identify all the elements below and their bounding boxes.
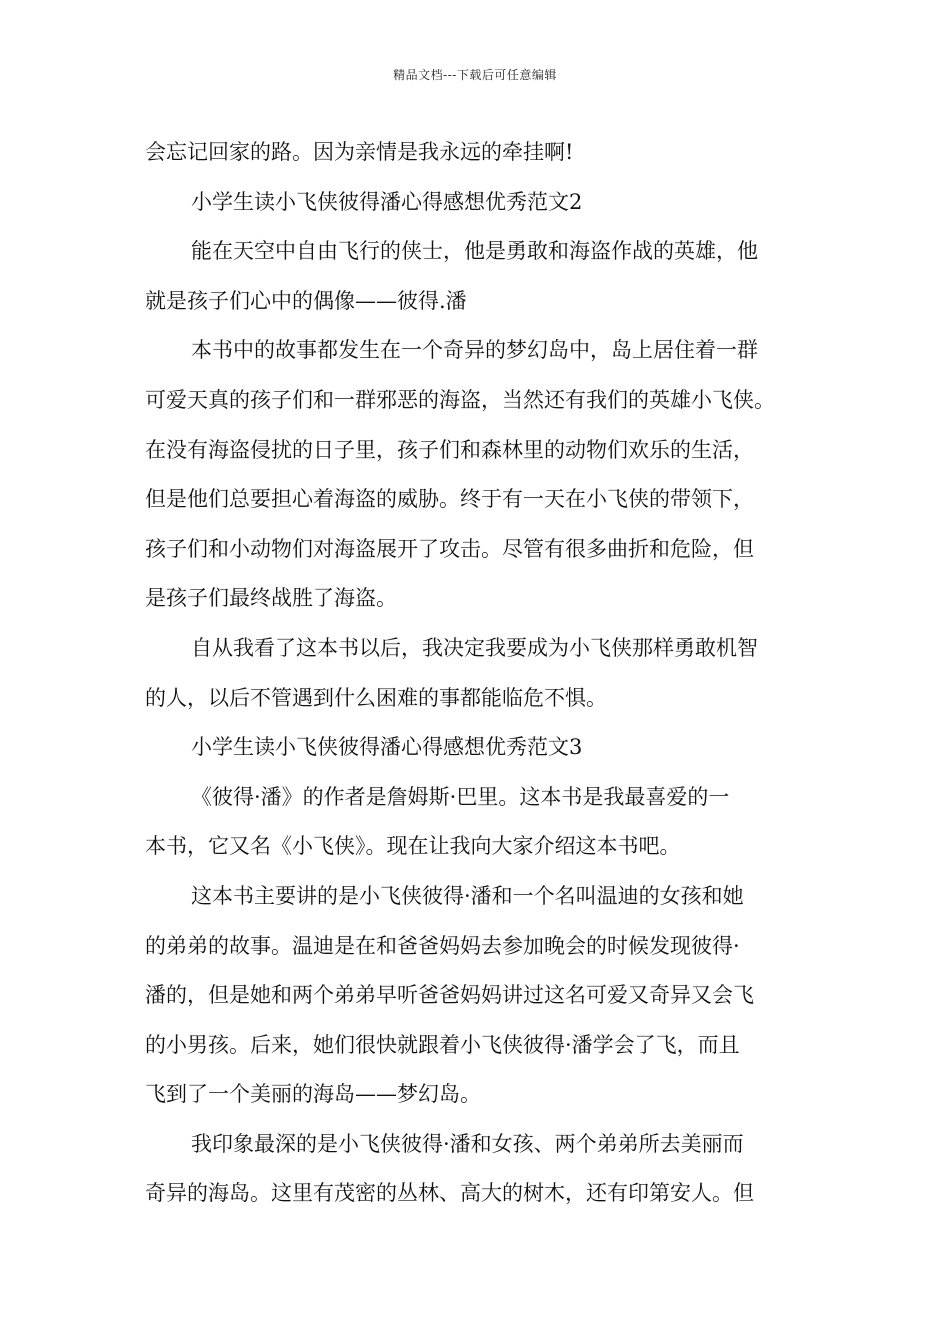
text-line: 能在天空中自由飞行的侠士，他是勇敢和海盗作战的英雄，他 bbox=[191, 239, 758, 264]
text-line: 的小男孩。后来，她们很快就跟着小飞侠彼得·潘学会了飞，而且 bbox=[145, 1032, 740, 1057]
text-line: 就是孩子们心中的偶像——彼得.潘 bbox=[145, 288, 467, 313]
page-header: 精品文档---下载后可任意编辑 bbox=[393, 68, 557, 82]
text-line: 潘的，但是她和两个弟弟早听爸爸妈妈讲过这名可爱又奇异又会飞 bbox=[145, 983, 754, 1008]
text-line: 可爱天真的孩子们和一群邪恶的海盗，当然还有我们的英雄小飞侠。 bbox=[145, 387, 775, 412]
text-line: 《彼得·潘》的作者是詹姆斯·巴里。这本书是我最喜爱的一 bbox=[191, 784, 730, 809]
text-line: 我印象最深的是小飞侠彼得·潘和女孩、两个弟弟所去美丽而 bbox=[191, 1131, 744, 1156]
document-body bbox=[145, 128, 813, 1219]
text-line: 本书，它又名《小飞侠》。现在让我向大家介绍这本书吧。 bbox=[145, 834, 681, 859]
text-line: 小学生读小飞侠彼得潘心得感想优秀范文2 bbox=[191, 189, 583, 214]
text-line: 自从我看了这本书以后，我决定我要成为小飞侠那样勇敢机智 bbox=[191, 635, 758, 660]
text-line: 但是他们总要担心着海盗的威胁。终于有一天在小飞侠的带领下， bbox=[145, 487, 754, 512]
text-line: 会忘记回家的路。因为亲情是我永远的牵挂啊! bbox=[145, 140, 574, 164]
text-line: 奇异的海岛。这里有茂密的丛林、高大的树木，还有印第安人。但 bbox=[145, 1181, 754, 1206]
text-line: 在没有海盗侵扰的日子里，孩子们和森林里的动物们欢乐的生活， bbox=[145, 437, 754, 462]
text-line: 小学生读小飞侠彼得潘心得感想优秀范文3 bbox=[191, 735, 583, 760]
text-line: 的弟弟的故事。温迪是在和爸爸妈妈去参加晚会的时候发现彼得· bbox=[145, 933, 740, 958]
text-line: 本书中的故事都发生在一个奇异的梦幻岛中，岛上居住着一群 bbox=[191, 338, 758, 363]
text-line: 飞到了一个美丽的海岛——梦幻岛。 bbox=[145, 1082, 481, 1107]
text-line: 孩子们和小动物们对海盗展开了攻击。尽管有很多曲折和危险，但 bbox=[145, 536, 754, 561]
text-line: 的人，以后不管遇到什么困难的事都能临危不惧。 bbox=[145, 685, 607, 710]
text-line: 是孩子们最终战胜了海盗。 bbox=[145, 586, 397, 611]
text-line: 这本书主要讲的是小飞侠彼得·潘和一个名叫温迪的女孩和她 bbox=[191, 883, 744, 908]
